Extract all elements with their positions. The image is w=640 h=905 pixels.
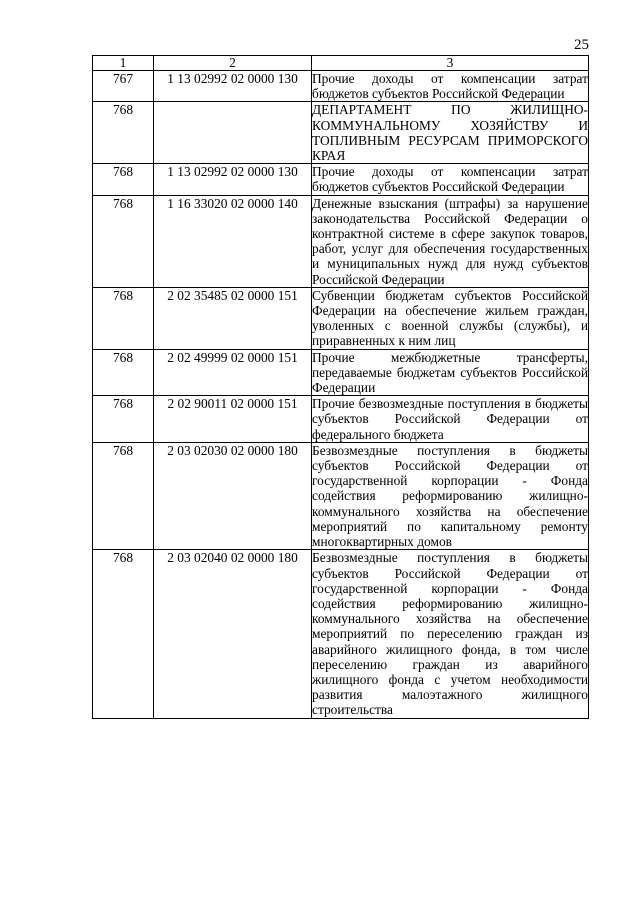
description-cell: Прочие безвозмездные поступления в бюджеты субъектов Российской Федерации от федерального бюджета	[312, 396, 588, 442]
admin-code-cell: 768	[93, 396, 154, 443]
page-number: 25	[574, 37, 589, 53]
admin-code-cell: 768	[93, 550, 154, 718]
revenue-code-cell: 2 02 90011 02 0000 151	[154, 396, 312, 443]
description-cell: Субвенции бюджетам субъектов Российской Федерации на обеспечение жильем граждан, уволенных с военной службы (службы), и приравненных к ним лиц	[312, 287, 588, 349]
description-cell: Прочие доходы от компенсации затрат бюджетов субъектов Российской Федерации	[312, 71, 588, 102]
revenue-code-cell	[154, 102, 312, 164]
header-col-2: 2	[154, 56, 312, 71]
revenue-code-cell: 2 02 49999 02 0000 151	[154, 349, 312, 396]
revenue-code-cell: 2 03 02030 02 0000 180	[154, 442, 312, 549]
admin-code-cell: 768	[93, 164, 154, 195]
revenue-code-cell: 1 13 02992 02 0000 130	[154, 71, 312, 102]
revenue-codes-table	[92, 55, 589, 719]
revenue-code-cell: 1 16 33020 02 0000 140	[154, 195, 312, 287]
description-cell: Денежные взыскания (штрафы) за нарушение законодательства Российской Федерации о контрактной системе в сфере закупок товаров, работ, услуг для обеспечения государственных и муниципальных нужд для нужд субъектов Российской Федерации	[312, 195, 588, 287]
header-col-3: 3	[312, 56, 589, 71]
table-row	[93, 71, 589, 102]
description-cell: Прочие межбюджетные трансферты, передаваемые бюджетам субъектов Российской Федерации	[312, 349, 588, 396]
table-row	[93, 396, 589, 443]
admin-code-cell: 768	[93, 442, 154, 549]
table-row	[93, 195, 589, 287]
admin-code-cell: 768	[93, 195, 154, 287]
table-row	[93, 349, 589, 396]
table-header-row	[93, 56, 589, 71]
revenue-code-cell: 1 13 02992 02 0000 130	[154, 164, 312, 195]
admin-code-cell: 767	[93, 71, 154, 102]
revenue-code-cell: 2 03 02040 02 0000 180	[154, 550, 312, 718]
admin-code-cell: 768	[93, 287, 154, 349]
revenue-code-cell: 2 02 35485 02 0000 151	[154, 287, 312, 349]
description-cell: Безвозмездные поступления в бюджеты субъектов Российской Федерации от государственной корпорации - Фонда содействия реформированию жилищно-коммунального хозяйства на обеспечение мероприятий по капитальному ремонту многоквартирных домов	[312, 442, 588, 550]
table-row	[93, 164, 589, 195]
header-col-1: 1	[93, 56, 154, 71]
admin-code-cell: 768	[93, 102, 154, 164]
table-row	[93, 102, 589, 164]
table-row	[93, 287, 589, 349]
description-cell: Безвозмездные поступления в бюджеты субъектов Российской Федерации от государственной корпорации - Фонда содействия реформированию жилищно-коммунального хозяйства на обеспечение мероприятий по переселению граждан из аварийного жилищного фонда, в том числе переселению граждан из аварийного жилищного фонда с учетом необходимости развития малоэтажного жилищного строительства	[312, 550, 588, 718]
description-cell: ДЕПАРТАМЕНТ ПО ЖИЛИЩНО-КОММУНАЛЬНОМУ ХОЗЯЙСТВУ И ТОПЛИВНЫМ РЕСУРСАМ ПРИМОРСКОГО КРАЯ	[312, 102, 588, 164]
admin-code-cell: 768	[93, 349, 154, 396]
description-cell: Прочие доходы от компенсации затрат бюджетов субъектов Российской Федерации	[312, 164, 588, 195]
table-row	[93, 442, 589, 549]
table-row	[93, 550, 589, 718]
